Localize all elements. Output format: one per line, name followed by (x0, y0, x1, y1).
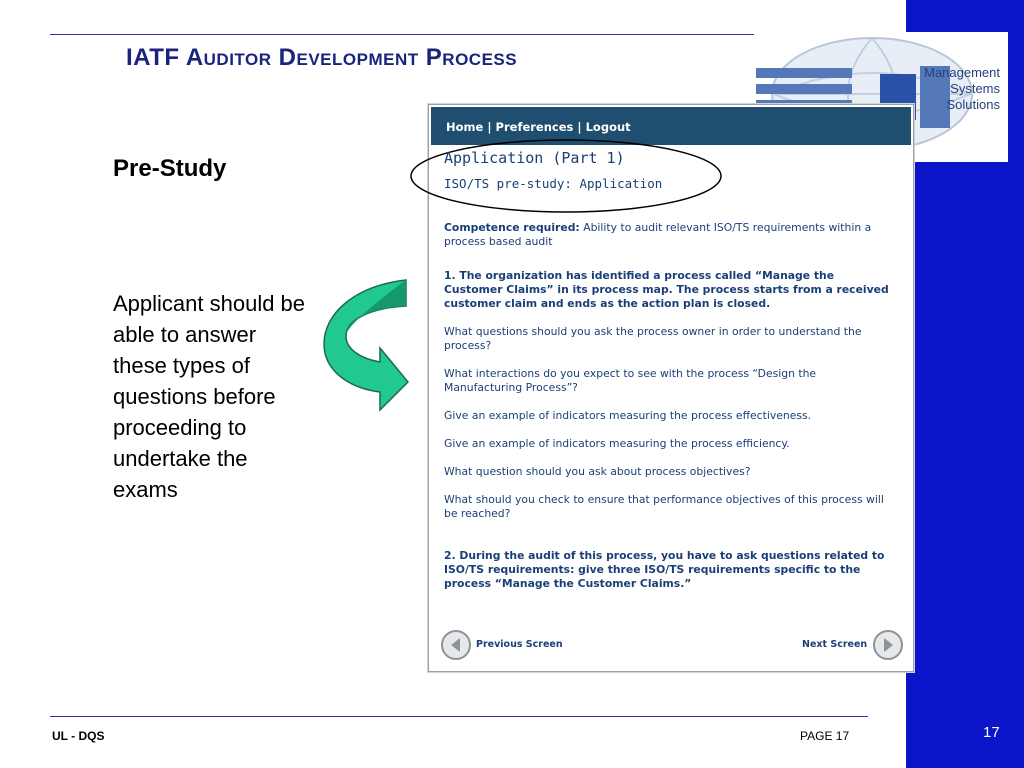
logo-line: Management (924, 65, 1000, 80)
application-subtitle: ISO/TS pre-study: Application (444, 176, 663, 191)
bottom-divider (50, 716, 868, 717)
logo-line: Solutions (946, 97, 1000, 112)
nav-home-link[interactable]: Home (446, 120, 484, 134)
sub-question: What question should you ask about process objectives? (444, 465, 751, 478)
logo-caption (924, 65, 1000, 113)
footer-organization: UL - DQS (52, 729, 105, 743)
sub-question: What should you check to ensure that performance objectives of this process will be reached? (444, 493, 884, 520)
previous-screen-button[interactable] (441, 630, 471, 660)
section-heading: Pre-Study (113, 155, 227, 182)
competence-paragraph (444, 221, 896, 249)
application-title: Application (Part 1) (444, 149, 625, 167)
competence-text: Ability to audit relevant ISO/TS requirements within a process based audit (444, 221, 872, 248)
nav-separator: | (487, 120, 492, 134)
body-paragraph: Applicant should be able to answer these types of questions before proceeding to undertake the exams (113, 291, 306, 502)
footer-page-label: PAGE 17 (800, 729, 850, 743)
screen-navigation (429, 627, 913, 663)
right-arrow-icon (880, 637, 896, 653)
sub-question: Give an example of indicators measuring the process effectiveness. (444, 409, 812, 422)
curved-arrow-icon (318, 278, 418, 414)
next-screen-link[interactable]: Next Screen (802, 639, 868, 650)
question-content (444, 221, 896, 605)
slide-number: 17 (983, 724, 1000, 741)
question-1: 1. The organization has identified a process called “Manage the Customer Claims” in its process map. The process starts from a received customer claim and ends as the action plan is closed. (444, 269, 889, 310)
top-divider (50, 34, 762, 35)
sub-question: Give an example of indicators measuring the process efficiency. (444, 437, 790, 450)
sub-question: What interactions do you expect to see with the process “Design the Manufacturing Process”? (444, 367, 817, 394)
nav-preferences-link[interactable]: Preferences (495, 120, 574, 134)
application-screenshot (428, 104, 914, 672)
logo-line: Systems (950, 81, 1000, 96)
question-2: 2. During the audit of this process, you have to ask questions related to ISO/TS requirements: give three ISO/TS requirements specific to the process “Manage the Customer Claims.” (444, 549, 885, 590)
slide-title: IATF Auditor Development Process (126, 44, 518, 71)
next-screen-button[interactable] (873, 630, 903, 660)
nav-logout-link[interactable]: Logout (585, 120, 631, 134)
sub-question: What questions should you ask the process owner in order to understand the process? (444, 325, 862, 352)
competence-label: Competence required: (444, 221, 580, 234)
previous-screen-link[interactable]: Previous Screen (476, 639, 563, 650)
nav-separator: | (577, 120, 582, 134)
left-arrow-icon (448, 637, 464, 653)
